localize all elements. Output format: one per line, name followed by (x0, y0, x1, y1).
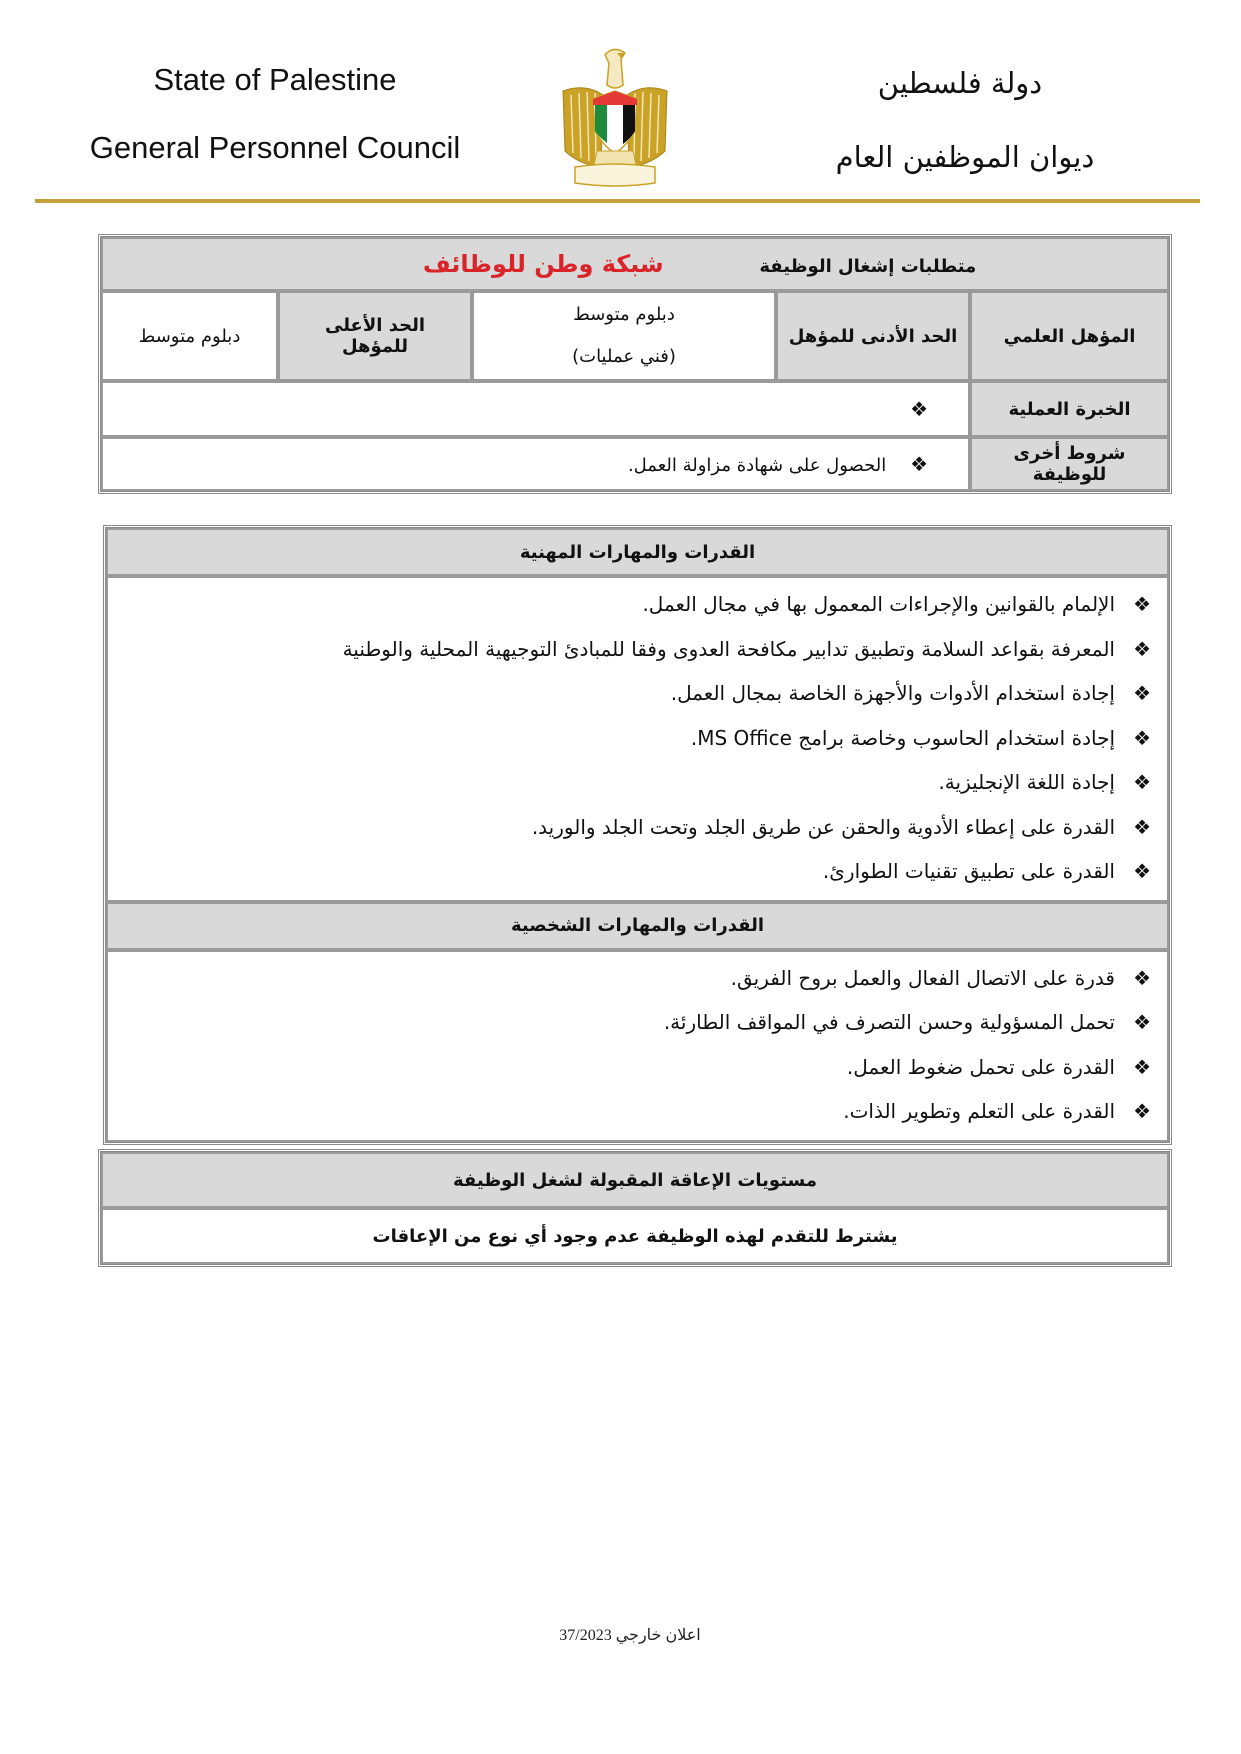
bullet-icon: ❖ (1133, 681, 1151, 705)
bullet-icon: ❖ (910, 397, 928, 421)
other-conditions-value: ❖ الحصول على شهادة مزاولة العمل. (101, 437, 970, 491)
bullet-icon: ❖ (910, 452, 928, 476)
bullet-icon: ❖ (1133, 770, 1151, 794)
min-qualification-label: الحد الأدنى للمؤهل (776, 291, 970, 381)
bullet-icon: ❖ (1133, 1010, 1151, 1034)
bullet-icon: ❖ (1133, 1099, 1151, 1123)
brand-watermark-text: شبكة وطن للوظائف (422, 250, 664, 278)
list-item: ❖قدرة على الاتصال الفعال والعمل بروح الفريق. (108, 956, 1167, 1001)
max-qualification-label: الحد الأعلى للمؤهل (278, 291, 472, 381)
list-item: ❖إجادة استخدام الأدوات والأجهزة الخاصة بمجال العمل. (108, 671, 1167, 716)
header-divider (35, 199, 1200, 203)
list-item: ❖القدرة على تحمل ضغوط العمل. (108, 1045, 1167, 1090)
header-subtitle-en: General Personnel Council (89, 130, 461, 165)
palestine-emblem-icon (555, 43, 675, 193)
header-subtitle-ar: ديوان الموظفين العام (835, 140, 1095, 174)
min-qualification-value (472, 291, 776, 381)
professional-skills-list (106, 576, 1169, 902)
list-item: ❖القدرة على تطبيق تقنيات الطوارئ. (108, 849, 1167, 894)
bullet-icon: ❖ (1133, 725, 1151, 750)
max-qualification-value: دبلوم متوسط (101, 291, 278, 381)
disability-title: مستويات الإعاقة المقبولة لشغل الوظيفة (101, 1152, 1169, 1208)
bullet-icon: ❖ (1133, 814, 1151, 839)
personal-skills-title: القدرات والمهارات الشخصية (106, 902, 1169, 950)
bullet-icon: ❖ (1133, 1054, 1151, 1079)
list-item: ❖المعرفة بقواعد السلامة وتطبيق تدابير مكافحة العدوى وفقا للمبادئ التوجيهية المحلية والوطنية (108, 627, 1167, 672)
list-item: ❖الإلمام بالقوانين والإجراءات المعمول بها في مجال العمل. (108, 582, 1167, 627)
professional-skills-title: القدرات والمهارات المهنية (106, 528, 1169, 576)
experience-label: الخبرة العملية (970, 381, 1169, 437)
requirements-header (101, 237, 1169, 291)
disability-table (98, 1149, 1172, 1267)
experience-value (101, 381, 970, 437)
header-title-ar: دولة فلسطين (877, 66, 1043, 100)
list-item: ❖تحمل المسؤولية وحسن التصرف في المواقف الطارئة. (108, 1000, 1167, 1045)
qualification-label: المؤهل العلمي (970, 291, 1169, 381)
personal-skills-list (106, 950, 1169, 1142)
announcement-footer: اعلان خارجي 37/2023 (559, 1627, 701, 1644)
other-conditions-label: شروط أخرى للوظيفة (970, 437, 1169, 491)
bullet-icon: ❖ (1133, 859, 1151, 883)
list-item: ❖إجادة اللغة الإنجليزية. (108, 760, 1167, 805)
bullet-icon: ❖ (1133, 965, 1151, 990)
list-item: ❖القدرة على التعلم وتطوير الذات. (108, 1089, 1167, 1134)
header-title-en: State of Palestine (153, 62, 397, 97)
bullet-icon: ❖ (1133, 592, 1151, 616)
requirements-title: متطلبات إشغال الوظيفة (759, 256, 977, 277)
requirements-table (98, 234, 1172, 494)
list-item: ❖القدرة على إعطاء الأدوية والحقن عن طريق الجلد وتحت الجلد والوريد. (108, 805, 1167, 850)
skills-table (103, 525, 1172, 1145)
min-qualification-line1: دبلوم متوسط (573, 304, 675, 325)
min-qualification-line2: (فني عمليات) (572, 346, 676, 367)
list-item: ❖إجادة استخدام الحاسوب وخاصة برامج MS Office. (108, 716, 1167, 761)
disability-value: يشترط للتقدم لهذه الوظيفة عدم وجود أي نوع من الإعاقات (101, 1208, 1169, 1264)
bullet-icon: ❖ (1133, 636, 1151, 661)
